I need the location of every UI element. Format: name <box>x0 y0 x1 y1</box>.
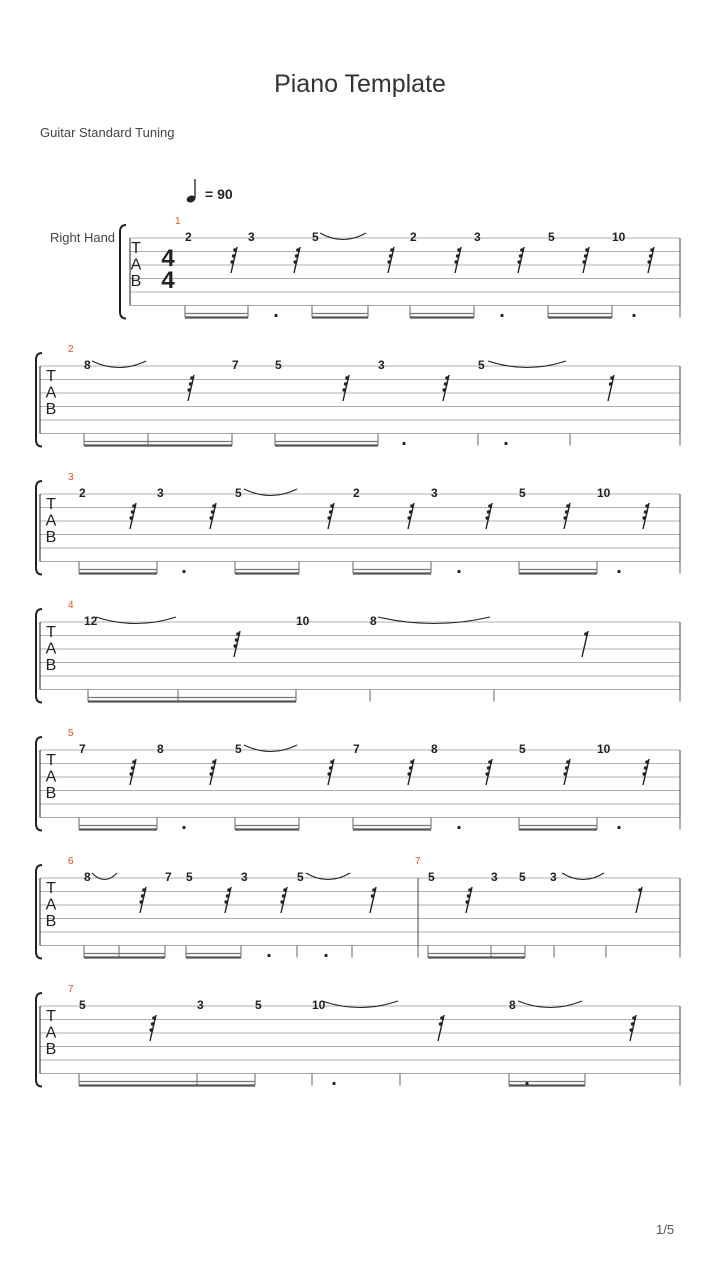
tab-clef-letter: A <box>45 512 57 530</box>
tie-curve <box>96 617 176 624</box>
fret-number: 3 <box>248 230 255 244</box>
track-label: Right Hand <box>50 230 116 245</box>
fret-number: 3 <box>197 998 204 1012</box>
fret-number: 7 <box>165 870 172 884</box>
fret-number: 3 <box>550 870 557 884</box>
measure-number: 6 <box>68 856 74 867</box>
tie-curve <box>322 1001 398 1008</box>
fret-number: 5 <box>297 870 304 884</box>
tab-clef-letter: A <box>130 256 142 274</box>
tab-clef-letter: A <box>45 768 57 786</box>
fret-number: 5 <box>275 358 282 372</box>
augmentation-dot <box>500 314 503 317</box>
tab-clef-letter: A <box>45 896 57 914</box>
augmentation-dot <box>267 954 270 957</box>
rest-symbol <box>370 887 376 913</box>
fret-number: 5 <box>186 870 193 884</box>
augmentation-dot <box>457 570 460 573</box>
tie-curve <box>518 1001 582 1008</box>
fret-number: 2 <box>185 230 192 244</box>
fret-number: 8 <box>370 614 377 628</box>
rest-symbol <box>129 759 136 785</box>
tab-clef-letter: B <box>45 913 57 930</box>
tab-clef-letter: T <box>46 624 56 641</box>
tab-clef-letter: T <box>46 1008 56 1025</box>
fret-number: 2 <box>410 230 417 244</box>
rest-symbol <box>438 1015 444 1041</box>
tab-clef-letter: T <box>46 752 56 769</box>
augmentation-dot <box>332 1082 335 1085</box>
tie-curve <box>244 489 297 496</box>
rest-symbol <box>465 887 472 913</box>
system-bracket <box>36 993 42 1087</box>
tie-curve <box>92 361 146 368</box>
rest-symbol <box>629 1015 636 1041</box>
rest-symbol <box>563 503 570 529</box>
fret-number: 2 <box>353 486 360 500</box>
augmentation-dot <box>324 954 327 957</box>
augmentation-dot <box>274 314 277 317</box>
time-signature-top: 4 <box>161 245 175 272</box>
tie-curve <box>562 873 604 880</box>
fret-number: 3 <box>474 230 481 244</box>
measure-number: 5 <box>68 728 74 739</box>
tab-clef-letter: B <box>45 1041 57 1058</box>
fret-number: 10 <box>597 742 611 756</box>
system-bracket <box>36 737 42 831</box>
fret-number: 5 <box>79 998 86 1012</box>
fret-number: 5 <box>428 870 435 884</box>
augmentation-dot <box>617 826 620 829</box>
measure-number: 7 <box>415 856 421 867</box>
rest-symbol <box>517 247 524 273</box>
measure-number: 3 <box>68 472 74 483</box>
tie-curve <box>92 873 117 880</box>
fret-number: 10 <box>612 230 626 244</box>
augmentation-dot <box>182 570 185 573</box>
system-bracket <box>36 865 42 959</box>
fret-number: 10 <box>312 998 326 1012</box>
rest-symbol <box>149 1015 156 1041</box>
rest-symbol <box>387 247 394 273</box>
augmentation-dot <box>457 826 460 829</box>
tab-clef-letter: A <box>45 384 57 402</box>
tie-curve <box>378 617 490 624</box>
rest-symbol <box>129 503 136 529</box>
rest-symbol <box>209 759 216 785</box>
rest-symbol <box>608 375 614 401</box>
rest-symbol <box>454 247 461 273</box>
augmentation-dot <box>632 314 635 317</box>
tab-clef-letter: B <box>45 657 57 674</box>
fret-number: 8 <box>157 742 164 756</box>
tab-clef-letter: T <box>46 368 56 385</box>
rest-symbol <box>407 503 414 529</box>
measure-number: 1 <box>175 216 181 227</box>
fret-number: 7 <box>79 742 86 756</box>
rest-symbol <box>636 887 642 913</box>
rest-symbol <box>280 887 287 913</box>
rest-symbol <box>647 247 654 273</box>
tab-clef-letter: A <box>45 1024 57 1042</box>
rest-symbol <box>582 631 588 657</box>
rest-symbol <box>327 503 334 529</box>
rest-symbol <box>342 375 349 401</box>
rest-symbol <box>233 631 240 657</box>
tab-system-1 <box>120 225 680 319</box>
rest-symbol <box>442 375 449 401</box>
rest-symbol <box>230 247 237 273</box>
measure-number: 7 <box>68 984 74 995</box>
rest-symbol <box>187 375 194 401</box>
tab-clef-letter: T <box>46 880 56 897</box>
fret-number: 3 <box>157 486 164 500</box>
rest-symbol <box>642 759 649 785</box>
fret-number: 7 <box>353 742 360 756</box>
augmentation-dot <box>617 570 620 573</box>
augmentation-dot <box>504 442 507 445</box>
augmentation-dot <box>182 826 185 829</box>
fret-number: 5 <box>519 870 526 884</box>
fret-number: 5 <box>519 486 526 500</box>
fret-number: 3 <box>491 870 498 884</box>
rest-symbol <box>209 503 216 529</box>
time-signature-bottom: 4 <box>161 267 175 294</box>
tab-system-2 <box>36 353 680 447</box>
rest-symbol <box>582 247 589 273</box>
fret-number: 7 <box>232 358 239 372</box>
tab-clef-letter: A <box>45 640 57 658</box>
tab-clef-letter: B <box>130 273 142 290</box>
fret-number: 8 <box>84 358 91 372</box>
rest-symbol <box>642 503 649 529</box>
fret-number: 5 <box>478 358 485 372</box>
fret-number: 5 <box>255 998 262 1012</box>
fret-number: 2 <box>79 486 86 500</box>
tempo-text: = 90 <box>205 186 233 202</box>
tie-curve <box>320 233 366 240</box>
rest-symbol <box>563 759 570 785</box>
fret-number: 10 <box>597 486 611 500</box>
tie-curve <box>306 873 350 880</box>
fret-number: 8 <box>84 870 91 884</box>
tab-clef-letter: B <box>45 785 57 802</box>
rest-symbol <box>224 887 231 913</box>
fret-number: 10 <box>296 614 310 628</box>
fret-number: 3 <box>378 358 385 372</box>
fret-number: 8 <box>509 998 516 1012</box>
system-bracket <box>36 353 42 447</box>
measure-number: 2 <box>68 344 74 355</box>
fret-number: 3 <box>431 486 438 500</box>
measure-number: 4 <box>68 600 74 611</box>
tie-curve <box>244 745 297 752</box>
fret-number: 5 <box>235 742 242 756</box>
page-title: Piano Template <box>274 70 446 98</box>
augmentation-dot <box>525 1082 528 1085</box>
fret-number: 5 <box>312 230 319 244</box>
augmentation-dot <box>402 442 405 445</box>
system-bracket <box>36 481 42 575</box>
rest-symbol <box>485 503 492 529</box>
fret-number: 5 <box>548 230 555 244</box>
system-bracket <box>120 225 126 319</box>
tab-clef-letter: T <box>46 496 56 513</box>
rest-symbol <box>327 759 334 785</box>
rest-symbol <box>407 759 414 785</box>
tab-clef-letter: T <box>131 240 141 257</box>
tie-curve <box>488 361 566 368</box>
rest-symbol <box>485 759 492 785</box>
system-bracket <box>36 609 42 703</box>
fret-number: 5 <box>519 742 526 756</box>
tab-clef-letter: B <box>45 401 57 418</box>
fret-number: 3 <box>241 870 248 884</box>
rest-symbol <box>293 247 300 273</box>
page-number: 1/5 <box>656 1222 675 1237</box>
tuning-label: Guitar Standard Tuning <box>40 125 175 140</box>
fret-number: 8 <box>431 742 438 756</box>
fret-number: 12 <box>84 614 98 628</box>
rest-symbol <box>139 887 146 913</box>
fret-number: 5 <box>235 486 242 500</box>
tab-clef-letter: B <box>45 529 57 546</box>
